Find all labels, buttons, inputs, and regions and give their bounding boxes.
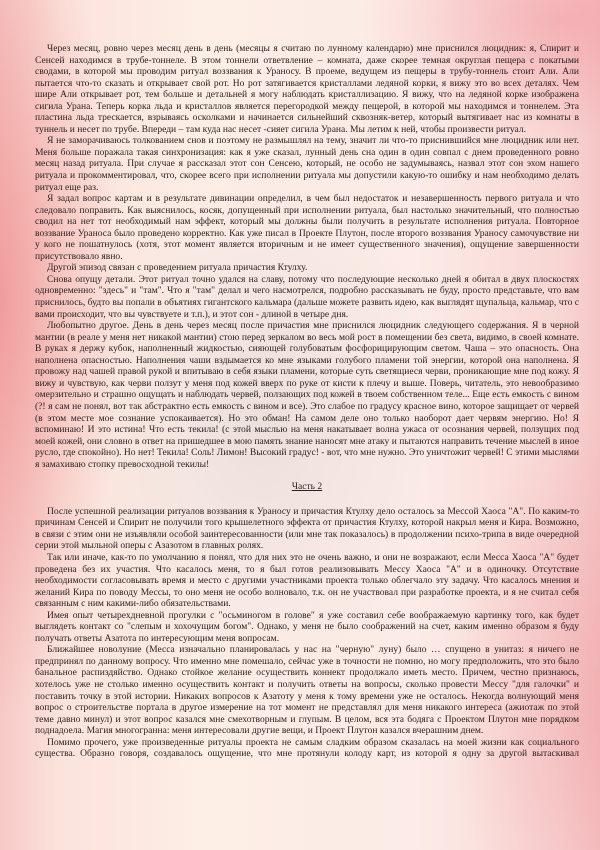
paragraph: Я не заморачиваюсь толкованием снов и поэтому не размышлял на тему, значит ли что-то приснившийся мне люцидник или нет. Меня больше поражала такая синхронизация: как я уже сказал, лунный день сна один в один совпал с днем проведенного ровно месяц назад ритуала. При случае я рассказал этот сон Сенсею, который, не особо не задумываясь, назвал этот сон эхом нашего ритуала и прокомментировал, что, скорее всего при исполнении ритуала мы допустили какую-то ошибку и нам необходимо делать ритуал еще раз.: [35, 135, 579, 193]
paragraph: Я задал вопрос картам и в результате дивинации определил, в чем был недостаток и незавершенность первого ритуала и что следовало поправить. Как выяснилось, косяк, допущенный при исполнении ритуала, был настолько значительный, что полностью сводил на нет тот необходимый нам эффект, который мы должны были получить в результате исполнения ритуала. Повторное воззвание Ураноса было проведено корректно. Как уже писал в Проекте Плутон, после второго воззвания Ураносу самочувствие ни у кого не пошатнулось (хотя, этот момент является вторичным и не имеет существенного значения), ощущение завершенности присутствовало явно.: [35, 193, 579, 262]
paragraph: Снова опущу детали. Этот ритуал точно удался на славу, потому что последующие несколько дней я обитал в двух плоскостях одновременно: "здесь" и "там". Что я "там" делал и чего насмотрелся, подробно рассказывать не буду, просто представьте, что вам приснилось, будто вы попали в объятиях гигантского кальмара (дальше можете развить идею, как выглядят щупальца, кальмар, что с вами происходит, что вы чувствуете и т.п.), и этот сон - длиной в четыре дня.: [35, 273, 579, 320]
paragraph: Так или иначе, как-то по умолчанию я понял, что для них это не очень важно, и они не возражают, если Месса Хаоса "А" будет проведена без их участия. Что касалось меня, то я был готов реализовывать Мессу Хаоса "А" и в одиночку. Отсутствие необходимости согласовывать время и место с другими участниками проекта только облегчало эту задачу. Что касалось мнения и желаний Кира по поводу Мессы, то оно меня не особо волновало, т.к. он не участвовал при разработке проекта, и я не считал себя связанным с ним какими-либо обязательствами.: [35, 551, 579, 610]
paragraph: Другой эпизод связан с проведением ритуала причастия Ктулху.: [47, 262, 308, 274]
paragraph: Помимо прочего, уже произведенные ритуалы проекта не самым сладким образом сказалась на моей жизни как социального существа. Образно говоря, создавалось ощущение, что мне протянули колоду карт, из которой я одну за другой вытаскивал: [35, 736, 579, 760]
paragraph: Любопытно другое. День в день через месяц после причастия мне приснился люцидник следующего содержания. Я в черной мантии (в реале у меня нет никакой мантии) стою перед зеркалом во весь мой рост в помещении без света, видимо, в своей комнате. В руках я держу кубок, наполненный жидкостью, сияющей голубоватым фосфорицирующим светом. Чаша – это опасность. Она наполнена опасностью. Наполнения чаши вздымается ко мне языками голубого пламени той энергии, которой она наполнена. Я провожу над чашей правой рукой и впитываю в себя языки пламени, которые суть светящиеся черви, проникающие мне под кожу. Я вижу и чувствую, как черви ползут у меня под кожей вверх по руке от кисти к плечу и выше. Поверь, читатель, это невообразимо омерзительно и страшно ощущать и наблюдать червей, ползающих под кожей в твоем собственном теле... Еще есть емкость с вином (?! я сам не понял, вот так абстрактно есть емкость с вином и все). Это слабое по градусу красное вино, которое защищает от червей (в этом месте мое сознание успокаивается). Но это обман! На самом деле оно только наоборот дает червям энергию. Но! Я вспоминаю! И это истина! Что есть текила! (с этой мыслью на меня накатывает волна ужаса от осознания червей, ползущих под моей кожей, они словно в ответ на пришедшее в мою память знание наносят мне атаку и пытаются направить течение мыслей в иное русло, где спокойно). Но нет! Текила! Соль! Лимон! Высокий градус! - вот, что мне нужно. Это уничтожит червей! С этими мыслями я замахиваю стопку превосходной текилы!: [35, 320, 579, 470]
paragraph: После успешной реализации ритуалов воззвания к Ураносу и причастия Ктулху дело осталось за Мессой Хаоса "А". По каким-то причинам Сенсей и Спирит не получили того крышелетного эффекта от причастия Ктулху, которой накрыл меня и Кира. Возможно, в связи с этим они не изъявляли особой заинтересованности (или мне так показалось) в продолжении психо-трипа в виде очередной серии этой мыльной оперы с Азазотом в главных ролях.: [35, 505, 579, 552]
document-page: [35, 43, 579, 760]
paragraph: Имея опыт четырехдневной прогулки с "осьминогом в голове" я уже составил себе воображаемую картинку того, как будет выглядеть контакт со "слепым и хохочущим богом". Однако, у меня не было соображений на счет, каким именно образом я буду получать ответы Азатота по интересующим меня вопросам.: [35, 609, 579, 644]
section-heading: Часть 2: [291, 481, 323, 493]
paragraph: Ближайшее новолуние (Месса изначально планировалась у нас на "черную" луну) было … спущено в унитаз: я ничего не предпринял по данному вопросу. Что именно мне помешало, сейчас уже в точности не помню, но могу предположить, что это было банальное распиздяйство. Однако стойкое желание осуществить коннект продолжало иметь место. Причем, честно признаюсь, хотелось уже не столько именно осуществить контакт и получить ответы на вопросы, сколько провести Мессу "для галочки" и поставить точку в этой истории. Никаких вопросов к Азатоту у меня к тому времени уже не осталось. Некогда волнующий меня вопрос о строительстве портала в другое измерение на тот момент не представлял для меня никакого интереса (ажиотаж по этой теме давно минул) и этот вопрос казался мне смехотворным и глупым. В целом, вся эта бодяга с Проектом Плутон мне порядком поднадоела. Магия многогранна: меня интересовали другие вещи, и Проект Плутон казался вчерашним днем.: [35, 644, 579, 737]
paragraph: Через месяц, ровно через месяц день в день (месяцы я считаю по лунному календарю) мне приснился люцидник: я, Спирит и Сенсей находимся в трубе-тоннеле. В этом тоннели ответвление – комната, даже скорее темная округлая пещера с покатыми сводами, в которой мы проводим ритуал воззвания к Ураносу. В проеме, ведущем из пещеры в трубу-тоннель стоит Али. Али пытается что-то сказать и открывает свой рот. Но рот затягивается кристаллами ледяной корки, я вижу это во всех деталях. Чем шире Али открывает рот, тем больше и детальней я могу наблюдать кристаллизацию. Я вижу, что на ледяной корке изображена сигила Урана. Теперь корка льда и кристаллов является перегородкой между пещерой, в которой мы находимся и тоннелем. Эта пластина льда трескается, взрываясь осколками и начинается сильнейший сквозняк-ветер, который вытягивает нас из комнаты в туннель и несет по трубе. Впереди – там куда нас несет -сияет сигила Урана. Мы летим к ней, чтобы произвести ритуал.: [35, 43, 579, 135]
